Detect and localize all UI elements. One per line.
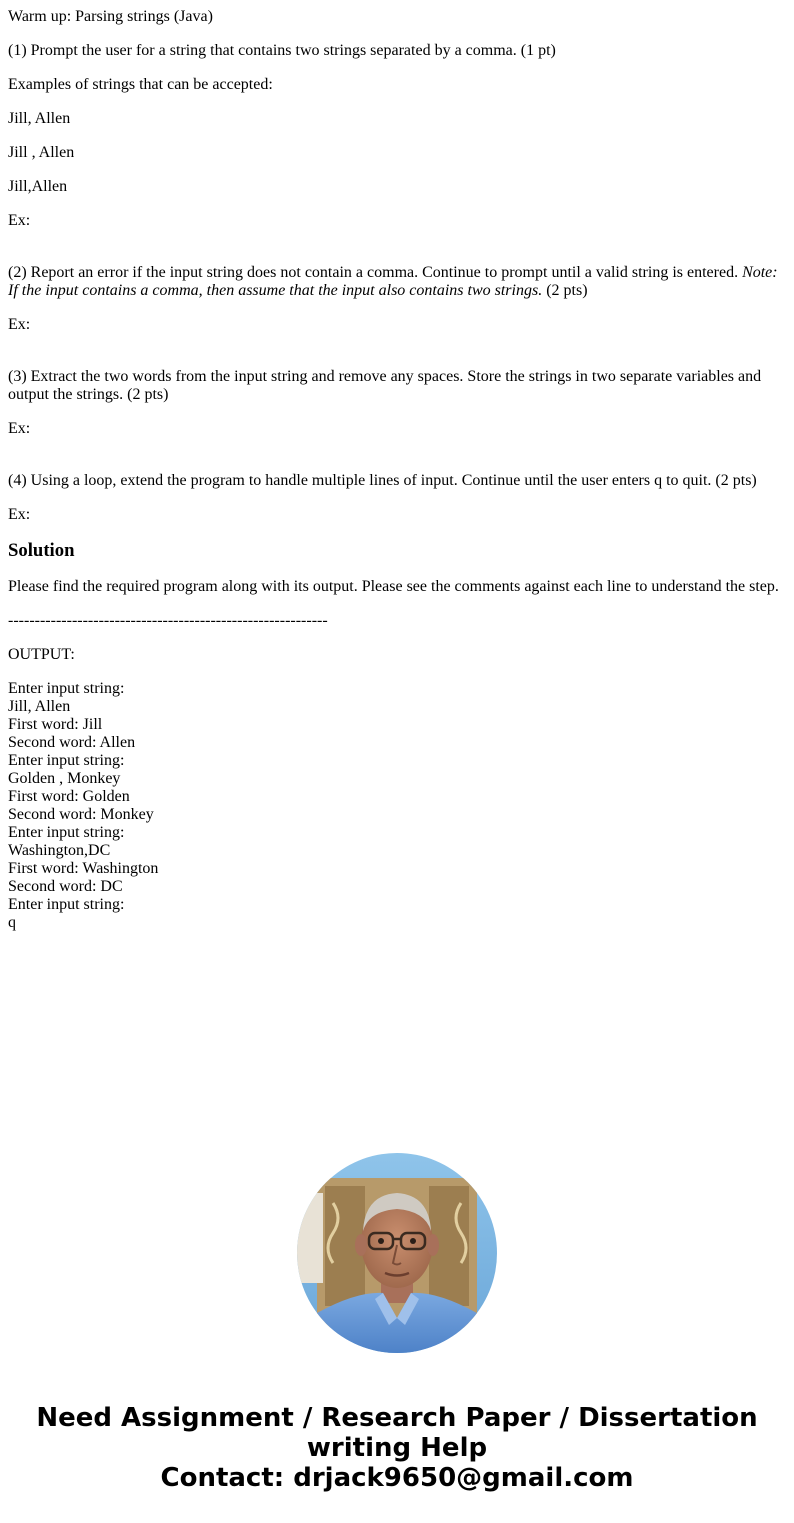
promo-contact: Contact: drjack9650@gmail.com: [160, 1463, 634, 1493]
ex-label-3: Ex:: [8, 420, 31, 437]
step-3: (3) Extract the two words from the input string and remove any spaces. Store the strings in two separate variables and output the strings. (2 pts): [8, 368, 762, 403]
ex-label-2: Ex:: [8, 316, 31, 333]
output-line: Enter input string:: [8, 752, 125, 769]
promo-line-1: Need Assignment / Research Paper / Dissertation: [36, 1403, 758, 1433]
output-line: Golden , Monkey: [8, 770, 121, 787]
promo-line-2: writing Help: [306, 1433, 488, 1463]
output-line: First word: Golden: [8, 788, 130, 805]
solution-intro: Please find the required program along with its output. Please see the comments against each line to understand the step.: [8, 578, 779, 595]
author-avatar: [297, 1153, 497, 1353]
output-label: OUTPUT:: [8, 646, 75, 663]
examples-intro: Examples of strings that can be accepted:: [8, 76, 273, 93]
output-line: Second word: DC: [8, 878, 123, 895]
promo-banner: [0, 1403, 794, 1493]
output-line: Enter input string:: [8, 824, 125, 841]
example-1: Jill, Allen: [8, 110, 71, 127]
output-line: Enter input string:: [8, 896, 125, 913]
output-line: Enter input string:: [8, 680, 125, 697]
output-line: Second word: Allen: [8, 734, 136, 751]
author-portrait-image: [297, 1153, 497, 1353]
step-2-text: (2) Report an error if the input string does not contain a comma. Continue to prompt until a valid string is entered.: [8, 264, 743, 281]
step-4: (4) Using a loop, extend the program to handle multiple lines of input. Continue until the user enters q to quit. (2 pts): [8, 472, 757, 489]
solution-heading: Solution: [8, 540, 75, 561]
separator-line: ------------------------------------------------------------: [8, 612, 328, 629]
ex-label-1: Ex:: [8, 212, 31, 229]
output-line: Jill, Allen: [8, 698, 71, 715]
example-2: Jill , Allen: [8, 144, 75, 161]
ex-label-4: Ex:: [8, 506, 31, 523]
question-title: Warm up: Parsing strings (Java): [8, 8, 213, 25]
step-2-points: (2 pts): [542, 282, 588, 299]
output-line: First word: Washington: [8, 860, 159, 877]
output-line: First word: Jill: [8, 716, 103, 733]
program-output: [8, 680, 786, 932]
output-line: Washington,DC: [8, 842, 111, 859]
step-2: [8, 264, 786, 300]
step-2-note: Note: If the input contains a comma, then assume that the input also contains two strings.: [8, 264, 778, 299]
step-1: (1) Prompt the user for a string that contains two strings separated by a comma. (1 pt): [8, 42, 556, 59]
output-line: q: [8, 914, 16, 931]
output-line: Second word: Monkey: [8, 806, 154, 823]
example-3: Jill,Allen: [8, 178, 68, 195]
document-body: [8, 8, 786, 932]
